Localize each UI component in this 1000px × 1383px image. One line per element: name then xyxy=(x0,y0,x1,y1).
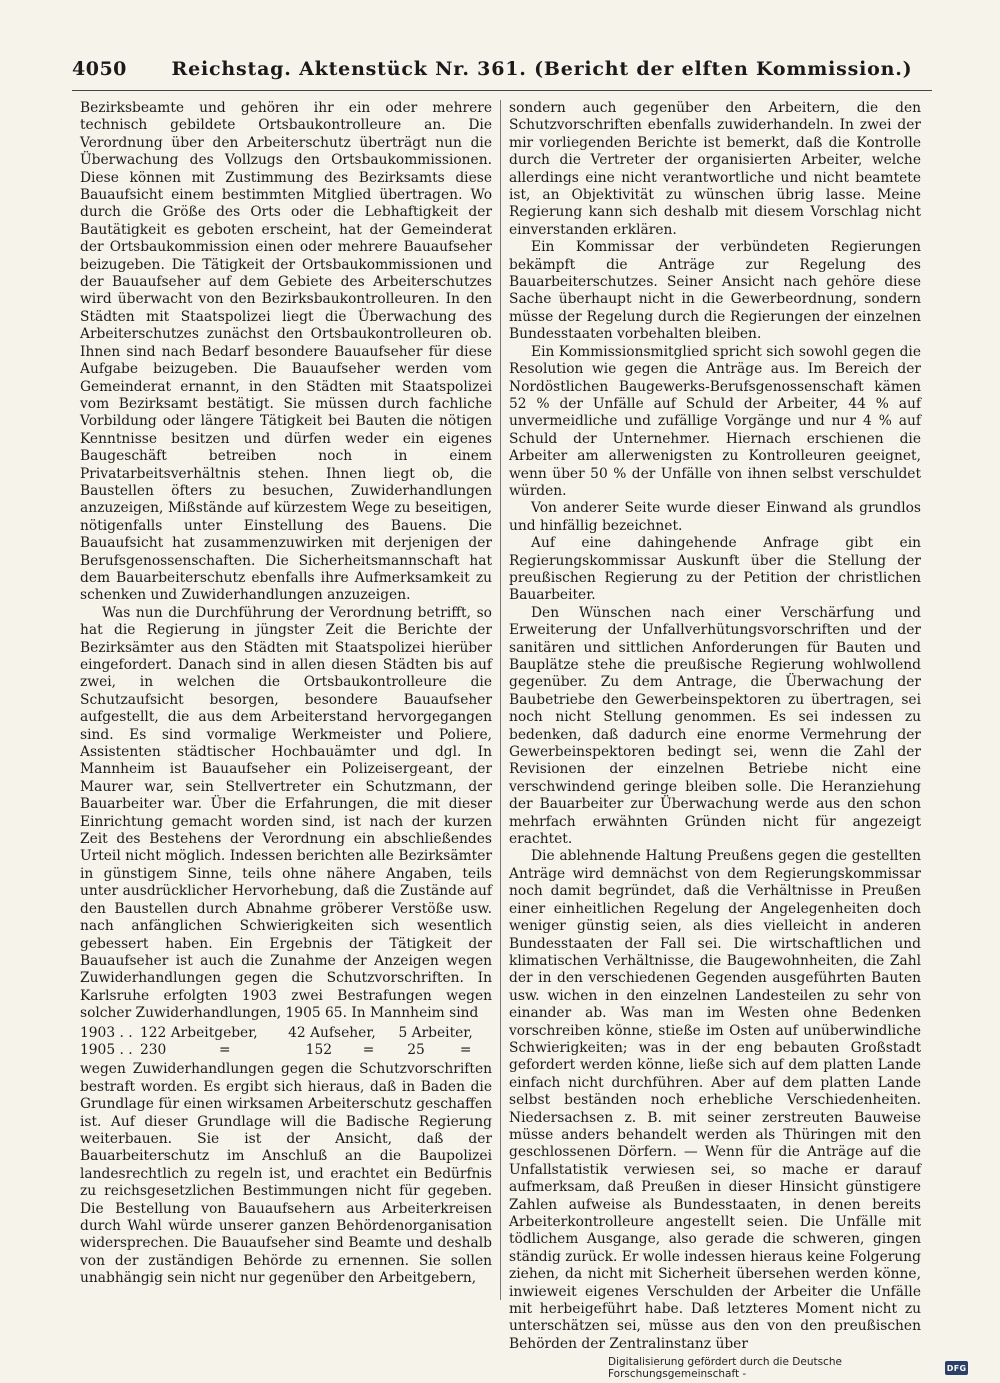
table-cell-year: 1903 . . xyxy=(80,1024,133,1041)
table-row xyxy=(80,1042,492,1059)
table-cell xyxy=(140,1042,288,1059)
value: 152 xyxy=(305,1041,333,1058)
table-cell: 42 Aufseher, xyxy=(288,1024,376,1041)
penalty-statistics-table xyxy=(80,1025,492,1060)
table-cell xyxy=(398,1042,492,1059)
table-cell: 122 Arbeitgeber, xyxy=(140,1024,258,1041)
paragraph: wegen Zuwiderhandlungen gegen die Schutzvorschriften bestraft worden. Es ergibt sich hieraus, daß in Baden die Grundlage für einen wirksamen Arbeiterschutz geschaffen ist. Auf dieser Grundlage will die Badische Regierung weiterbauen. Sie ist der Ansicht, daß der Bauarbeiterschutz im Anschluß an die Baupolizei landesrechtlich zu regeln ist, und erachtet ein Bedürfnis zu reichsgesetzlichen Bestimmungen nicht für gegeben. Die Bestellung von Bauaufsehern aus Arbeiterkreisen durch Wahl würde unserer ganzen Behördenorganisation widersprechen. Die Bauaufseher sind Beamte und deshalb von der zuständigen Behörde zu ernennen. Sie sollen unabhängig sein nicht nur gegenüber den Arbeitgebern, xyxy=(80,1061,492,1287)
digitization-credit xyxy=(608,1356,968,1380)
value: 25 xyxy=(407,1041,425,1058)
ditto-mark: = xyxy=(218,1041,231,1058)
paragraph: Bezirksbeamte und gehören ihr ein oder mehrere technisch gebildete Ortsbaukontrolleure an. Die Verordnung über den Arbeiterschutz überträgt nun die Überwachung des Vollzugs den Ortsbaukommissionen. Diese können mit Zustimmung des Bezirksamts diese Bauaufsicht einem bestimmten Mitglied übertragen. Wo durch die Größe des Orts oder die Lebhaftigkeit der Bautätigkeit es geboten erscheint, hat der Gemeinderat der Ortsbaukommission einen oder mehrere Bauaufseher beizugeben. Die Tätigkeit der Ortsbaukommissionen und der Bauaufseher auf dem Gebiete des Arbeiterschutzes wird überwacht von den Bezirksbaukontrolleuren. In den Städten mit Staatspolizei liegt die Überwachung des Arbeiterschutzes zunächst den Ortsbaukontrolleuren ob. Ihnen sind nach Bedarf besondere Bauaufseher für diese Aufgabe beizugeben. Die Bauaufseher werden vom Gemeinderat ernannt, in den Städten mit Staatspolizei vom Bezirksamt bestätigt. Sie müssen durch fachliche Vorbildung oder längere Tätigkeit bei Bauten die nötigen Kenntnisse besitzen und dürfen weder ein eigenes Baugeschäft betreiben noch in einem Privatarbeitsverhältnis stehen. Ihnen liegt ob, die Baustellen öfters zu besuchen, Zuwiderhandlungen anzuzeigen, Mißstände auf kürzestem Wege zu beseitigen, nötigenfalls unter Einstellung des Bauens. Die Bauaufsicht hat zusammenzuwirken mit derjenigen der Berufsgenossenschaften. Die Sicherheitsmannschaft hat dem Bauarbeiterschutz ebenfalls ihre Aufmerksamkeit zu schenken und Zuwiderhandlungen anzuzeigen. xyxy=(80,100,492,604)
value: 230 xyxy=(140,1041,167,1058)
table-cell-year: 1905 . . xyxy=(80,1041,133,1058)
column-divider xyxy=(500,100,501,1300)
header-rule xyxy=(72,90,932,91)
table-cell: 5 Arbeiter, xyxy=(398,1024,473,1041)
dfg-logo-icon: DFG xyxy=(945,1361,968,1375)
paragraph: Die ablehnende Haltung Preußens gegen die gestellten Anträge wird demnächst von dem Regierungskommissar noch damit begründet, daß die Verhältnisse in Preußen einer einheitlichen Regelung der Angelegenheiten doch weniger günstig seien, als dies vielleicht in anderen Bundesstaaten der Fall sei. Die wirtschaftlichen und klimatischen Verhältnisse, die Baugewohnheiten, die Zahl der in den verschiedenen Gegenden ausgeführten Bauten usw. wichen in den einzelnen Landesteilen zu sehr von einander ab. Was man im Westen ohne Bedenken vorschreiben könne, stieße im Osten auf unüberwindliche Schwierigkeiten; was in der eng bebauten Großstadt gefordert werden könne, ließe sich auf dem platten Lande einfach nicht durchführen. Aber auf dem platten Lande selbst beständen noch erhebliche Verschiedenheiten. Niedersachsen z. B. mit seiner zerstreuten Bauweise müsse anders behandelt werden als Thüringen mit den geschlossenen Dörfern. — Wenn für die Anträge auf die Unfallstatistik verwiesen sei, so mache er darauf aufmerksam, daß Preußen in dieser Hinsicht günstigere Zahlen aufweise als Bundesstaaten, in denen bereits Arbeiterkontrolleure angestellt seien. Die Unfälle mit tödlichem Ausgange, also gerade die schweren, gingen ständig zurück. Er wolle indessen hieraus keine Folgerung ziehen, da nicht mit Sicherheit übersehen werden könne, inwieweit eigenes Verschulden der Arbeiter die Unfälle mit herbeigeführt habe. Daß letzteres Moment nicht zu unterschätzen sei, müsse aus den von den preußischen Behörden der Zentralinstanz über xyxy=(509,848,921,1352)
table-cell xyxy=(288,1042,398,1059)
ditto-mark: = xyxy=(459,1041,472,1058)
credit-text: Digitalisierung gefördert durch die Deutsche Forschungsgemeinschaft - xyxy=(608,1356,842,1380)
left-column xyxy=(80,100,492,1320)
page-number: 4050 xyxy=(72,58,127,80)
paragraph: Was nun die Durchführung der Verordnung betrifft, so hat die Regierung in jüngster Zeit die Berichte der Bezirksämter aus den Städten mit Staatspolizei hierüber eingefordert. Danach sind in allen diesen Städten bis auf zwei, in welchen die Ortsbaukontrolleure die Schutzaufsicht besorgen, besondere Bauaufseher aufgestellt, die aus dem Arbeiterstand hervorgegangen sind. Es sind vormalige Werkmeister und Poliere, Assistenten städtischer Hochbauämter und dgl. In Mannheim ist Bauaufseher ein Polizeisergeant, der Maurer war, sein Stellvertreter ein Schutzmann, der Bauarbeiter war. Über die Erfahrungen, die mit dieser Einrichtung gemacht worden sind, ist nach der kurzen Zeit des Bestehens der Verordnung ein abschließendes Urteil nicht möglich. Indessen berichten alle Bezirksämter in günstigem Sinne, teils ohne nähere Angaben, teils unter ausdrücklicher Hervorhebung, daß die Zustände auf den Baustellen durch Abnahme gröberer Verstöße usw. nach anfänglichen Schwierigkeiten sich wesentlich gebessert haben. Ein Ergebnis der Tätigkeit der Bauaufseher ist auch die Zunahme der Anzeigen wegen Zuwiderhandlungen gegen die Schutzvorschriften. In Karlsruhe erfolgten 1903 zwei Bestrafungen wegen solcher Zuwiderhandlungen, 1905 65. In Mannheim sind xyxy=(80,604,492,1022)
paragraph: sondern auch gegenüber den Arbeitern, die den Schutzvorschriften ebenfalls zuwiderhandeln. In zwei der mir vorliegenden Berichte ist bemerkt, daß die Kontrolle durch die Vertreter der organisierten Arbeiter, welche allerdings eine nicht verantwortliche und nicht beamtete ist, an Objektivität zu wünschen übrig lasse. Meine Regierung kann sich deshalb mit diesem Vorschlag nicht einverstanden erklären. xyxy=(509,100,921,238)
paragraph: Auf eine dahingehende Anfrage gibt ein Regierungskommissar Auskunft über die Stellung der preußischen Regierung zu der Petition der christlichen Bauarbeiter. xyxy=(509,535,921,604)
paragraph: Ein Kommissar der verbündeten Regierungen bekämpft die Anträge zur Regelung des Bauarbeiterschutzes. Seiner Ansicht nach gehöre diese Sache überhaupt nicht in die Gewerbeordnung, sondern müsse der Regelung durch die Regierungen der einzelnen Bundesstaaten vorbehalten bleiben. xyxy=(509,239,921,343)
paragraph: Von anderer Seite wurde dieser Einwand als grundlos und hinfällig bezeichnet. xyxy=(509,500,921,534)
ditto-mark: = xyxy=(362,1041,375,1058)
paragraph: Ein Kommissionsmitglied spricht sich sowohl gegen die Resolution wie gegen die Anträge aus. Im Bereich der Nordöstlichen Baugewerks-Berufsgenossenschaft kämen 52 % der Unfälle auf Schuld der Arbeiter, 44 % auf unvermeidliche und zufällige Vorgänge und nur 4 % auf Schuld der Unternehmer. Hiernach erschienen die Arbeiter am allerwenigsten zu Kontrolleuren geeignet, wenn über 50 % der Unfälle von ihnen selbst verschuldet würden. xyxy=(509,343,921,499)
page-header xyxy=(72,58,932,86)
right-column xyxy=(509,100,921,1352)
paragraph: Den Wünschen nach einer Verschärfung und Erweiterung der Unfallverhütungsvorschriften und der sanitären und sittlichen Anforderungen für Bauten und Bauplätze stehe die preußische Regierung wohlwollend gegenüber. Zu dem Antrage, die Überwachung der Baubetriebe den Gewerbeinspektoren zu übertragen, sei noch nicht Stellung genommen. Es sei indessen zu bedenken, daß dadurch eine enorme Vermehrung der Gewerbeinspektoren bedingt sei, wenn die Zahl der Revisionen der einzelnen Betriebe nicht eine verschwindend geringe bleiben solle. Die Heranziehung der Bauarbeiter zur Überwachung werde aus den schon mehrfach erwähnten Gründen nicht für angezeigt erachtet. xyxy=(509,604,921,848)
running-title: Reichstag. Aktenstück Nr. 361. (Bericht der elften Kommission.) xyxy=(171,58,913,80)
table-row xyxy=(80,1025,492,1042)
